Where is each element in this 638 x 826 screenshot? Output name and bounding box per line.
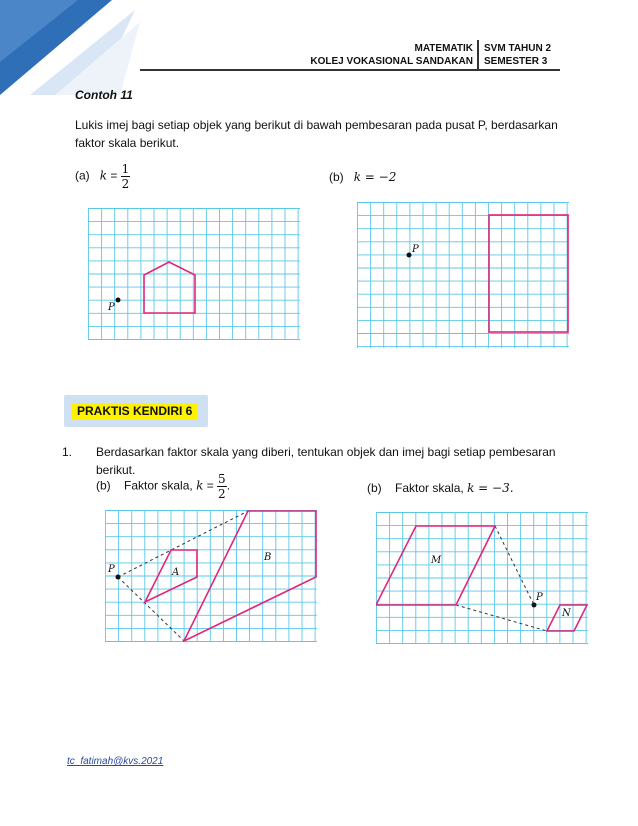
dashed-ray (118, 577, 184, 641)
practice-part-a-label (96, 472, 230, 501)
header-semester: SEMESTER 3 (484, 56, 548, 67)
example-title: Contoh 11 (75, 88, 133, 102)
practice-badge-label: PRAKTIS KENDIRI 6 (72, 403, 197, 420)
shape-label-m: M (431, 555, 442, 566)
fraction-numerator: 1 (121, 162, 130, 176)
center-point-label: P (412, 244, 419, 255)
practice-part-b-label (367, 479, 514, 497)
header-course: SVM TAHUN 2 (484, 43, 552, 54)
shape-label-n: N (562, 608, 571, 619)
scale-fraction (217, 472, 227, 501)
grid-diagram-practice-b (376, 512, 588, 644)
header-subject: MATEMATIK (414, 43, 473, 54)
example-part-b-label (329, 168, 396, 186)
part-b-label: (b) (367, 481, 382, 495)
part-b-label: (b) (329, 170, 344, 184)
header-divider (477, 40, 479, 71)
grid-diagram-practice-a (105, 510, 317, 642)
equals-sign: = (110, 168, 118, 183)
practice-badge (64, 395, 208, 427)
equals-sign: = (206, 478, 214, 493)
header-rule (140, 69, 560, 71)
question-text: Berdasarkan faktor skala yang diberi, tentukan objek dan imej bagi setiap pembesaran berikut. (96, 445, 556, 477)
center-point-label: P (108, 302, 115, 313)
grid-diagram-example-b (357, 202, 569, 348)
scale-factor-text: k = −3. (467, 481, 514, 495)
scale-factor-text: k = −2 (353, 170, 397, 184)
center-point-label: P (108, 564, 115, 575)
center-point-dot (532, 603, 537, 608)
center-point-dot (407, 253, 412, 258)
dashed-ray (118, 511, 248, 577)
center-point-label: P (536, 592, 543, 603)
footer-email: tc_fatimah@kvs.2021 (67, 756, 164, 767)
dashed-ray (495, 526, 534, 605)
scale-factor-var: k (196, 478, 204, 493)
header-school: KOLEJ VOKASIONAL SANDAKAN (310, 56, 473, 67)
scale-suffix: . (226, 478, 231, 493)
question-number: 1. (62, 445, 73, 459)
scale-prefix: Faktor skala, (395, 481, 464, 495)
corner-decoration (0, 0, 140, 95)
scale-factor-var: k (99, 168, 107, 183)
example-part-a-label (75, 162, 130, 191)
scale-fraction (121, 162, 131, 191)
center-point-dot (116, 298, 121, 303)
part-a-label: (b) (96, 478, 111, 493)
grid-lines (357, 202, 569, 348)
rectangle-object (489, 215, 568, 332)
shape-label-b: B (264, 552, 272, 563)
part-a-label: (a) (75, 168, 90, 183)
grid-lines (376, 512, 588, 644)
example-instruction: Lukis imej bagi setiap objek yang berikut di bawah pembesaran pada pusat P, berdasarkan faktor skala berikut. (75, 118, 558, 150)
fraction-numerator: 5 (218, 472, 226, 486)
shape-label-a: A (172, 567, 180, 578)
center-point-dot (116, 575, 121, 580)
fraction-denominator: 2 (218, 487, 226, 501)
scale-prefix: Faktor skala, (124, 478, 193, 493)
grid-diagram-example-a (88, 208, 300, 340)
fraction-denominator: 2 (121, 177, 130, 191)
